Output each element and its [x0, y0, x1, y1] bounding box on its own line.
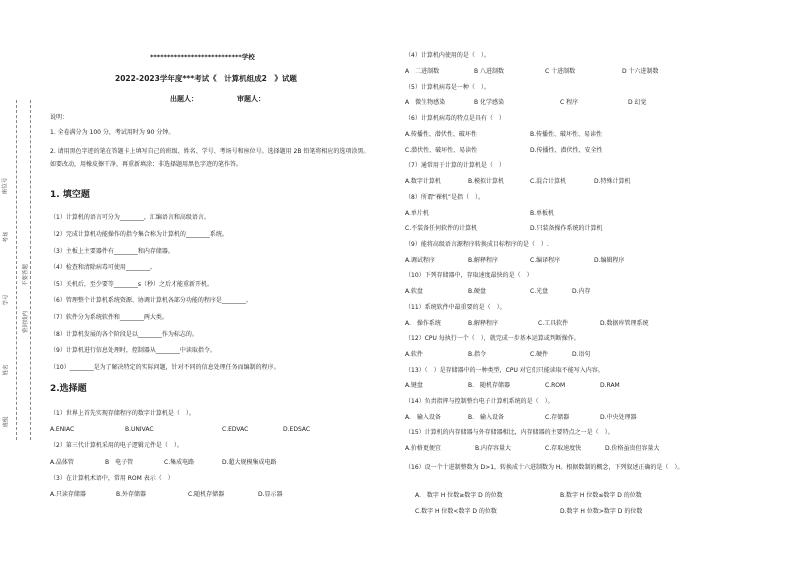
q8-option-b: B.单板机 — [530, 210, 555, 217]
q12-stem: （12）CPU 每执行一个（ ），就完成一步基本运算或判断操作。 — [405, 335, 580, 342]
name-label: 姓名 — [3, 364, 10, 376]
q4-option-b: B 八进制数 — [474, 68, 505, 75]
q1-option-d: D.EDSAC — [283, 426, 311, 433]
fill-item-6: （6）管理整个计算机系统资源、协调计算机各部分功能的程序是________。 — [50, 297, 252, 304]
q6-option-a: A.传播性、潜伏性、破坏性 — [405, 131, 477, 138]
q8-option-d: D.只装备操作系统的计算机 — [530, 225, 603, 232]
q3-option-b: B.外存储器 — [116, 491, 147, 498]
student-id-label: 学号 — [3, 294, 10, 306]
q13-stem: （13）（ ）是存储器中的一种类型，CPU 对它们只能读取不能写入内容。 — [405, 367, 604, 374]
q13-option-a: A.键盘 — [405, 382, 423, 389]
q3-option-d: D.显示器 — [258, 491, 283, 498]
fill-item-7: （7）软件分为系统软件和________两大类。 — [50, 314, 168, 321]
q11-option-d: D.数据库管理系统 — [600, 320, 649, 327]
q1-option-a: A.ENIAC — [50, 426, 75, 433]
q11-option-b: B.解释程序 — [468, 320, 499, 327]
q16-option-d: D.数字 H 位数>数字 D 的位数 — [560, 508, 643, 515]
class-label: 班级 — [3, 416, 10, 428]
q5-option-c: C 程序 — [560, 99, 579, 106]
school-name: ***************************学校 — [150, 53, 255, 61]
q9-stem: （9）能将高级语言源程序转换成目标程序的是（ ）. — [405, 241, 549, 248]
q12-option-c: C.硬件 — [530, 351, 549, 358]
q6-option-c: C.潜伏性、破坏性、易读性 — [405, 147, 478, 154]
q2-option-d: D.超大规模集成电路 — [222, 459, 277, 466]
section-fill-blank-title: 1. 填空题 — [50, 190, 90, 200]
q13-option-b: B. 随机存储器 — [468, 382, 511, 389]
q3-stem: （3）在计算机术语中，常用 ROM 表示（ ） — [50, 475, 174, 482]
q16-option-c: C.数字 H 位数<数字 D 的位数 — [415, 508, 497, 515]
instructions-heading: 说明： — [50, 114, 69, 121]
q11-option-c: C.工具软件 — [538, 320, 569, 327]
exam-title: 2022-2023学年度***考试《 计算机组成2 》试题 — [115, 74, 297, 83]
fill-item-5: （5）关机后，至少要等________s（秒）之后才能重新开机。 — [50, 281, 213, 288]
q11-stem: （11）系统软件中最重要的是（ ）。 — [405, 304, 506, 311]
q5-option-b: B 化学感染 — [474, 99, 505, 106]
q6-stem: （6）计算机病毒的特点是具有（ ） — [405, 115, 505, 122]
q16-option-b: B.数字 H 位数≤数字 D 的位数 — [560, 492, 642, 499]
q9-option-d: D.编辑程序 — [594, 257, 625, 264]
fill-item-2: （2）完成计算机功能操作的指令集合称为计算机的________系统。 — [50, 231, 228, 238]
q5-option-a: A 微生物感染 — [405, 99, 446, 106]
q14-option-b: B. 输入设备 — [468, 414, 505, 421]
q7-option-c: C.混合计算机 — [530, 178, 567, 185]
q15-option-d: D.价格虽贵但容量大 — [605, 445, 660, 452]
q10-option-a: A.软盘 — [405, 288, 423, 295]
q1-option-b: B.UNIVAC — [125, 426, 154, 433]
q14-stem: （14）负责指挥与控制整台电子计算机系统的是（ ）。 — [405, 398, 554, 405]
q2-option-c: C.集成电路 — [164, 459, 195, 466]
binding-line — [16, 100, 17, 440]
q2-option-b: B 电子管 — [105, 459, 134, 466]
setter-label: 出题人： — [170, 95, 198, 103]
q10-option-d: D.内存 — [572, 288, 591, 295]
instruction-2: 2. 请用黑色字迹的笔在答题卡上填写自己的班级、姓名、学号、考场号和座位号。选择题用 2B 铅笔将相应的选项涂黑。如要改动，用橡皮擦干净，再重新填涂；非选择题用黑色字迹的笔作答。 — [50, 148, 370, 168]
instruction-1: 1. 全卷满分为 100 分，考试用时为 90 分钟。 — [50, 129, 175, 136]
reviewer-label: 审题人： — [237, 95, 265, 103]
q16-stem: （16）设一个十进制整数为 D>1，转换成十六进制数为 H。根据数制的概念，下列叙述正确的是（ ）。 — [405, 464, 684, 471]
q7-option-a: A.数字计算机 — [405, 178, 441, 185]
q13-option-c: C.ROM — [545, 382, 566, 389]
q10-option-b: B.硬盘 — [468, 288, 487, 295]
q12-option-b: B.指令 — [468, 351, 487, 358]
q8-option-a: A.单片机 — [405, 210, 429, 217]
q14-option-a: A. 输入设备 — [405, 414, 441, 421]
q7-option-d: D.特殊计算机 — [594, 178, 631, 185]
fill-item-8: （8）计算机发展的各个阶段是以________作为标志的。 — [50, 331, 198, 338]
q4-option-a: A 二进制数 — [405, 68, 440, 75]
q15-option-b: B.内存容量大 — [475, 445, 512, 452]
q4-stem: （4）计算机内使用的是（ ）。 — [405, 52, 490, 59]
fill-item-10: （10）________是为了解决特定的实际问题，针对不同的信息处理任务而编制的程序。 — [50, 364, 280, 371]
q3-option-a: A.只读存储器 — [50, 491, 86, 498]
fill-item-1: （1）计算机的语言可分为________，汇编语言和高级语言。 — [50, 214, 210, 221]
q5-stem: （5）计算机病毒是一种（ ）。 — [405, 84, 490, 91]
q9-option-b: B.解释程序 — [468, 257, 499, 264]
seat-label: 座位号 — [2, 177, 9, 195]
q10-stem: （10）下列存储器中，存取速度最快的是（ ） — [405, 272, 533, 279]
q16-option-a: A. 数字 H 位数≥数字 D 的位数 — [415, 492, 503, 499]
fill-item-3: （3）主板上主要器件有________和内存储器。 — [50, 248, 174, 255]
q8-option-c: C.不装备任何软件的计算机 — [405, 225, 478, 232]
q7-option-b: B.模拟计算机 — [468, 178, 505, 185]
q1-stem: （1）世界上首先实现存储程序的数字计算机是（ ）。 — [50, 410, 195, 417]
section-choice-title: 2.选择题 — [50, 384, 87, 394]
q13-option-d: D.RAM — [600, 382, 620, 389]
q9-option-c: C.编译程序 — [530, 257, 561, 264]
seal-text-2: 密封线内 — [23, 310, 30, 334]
fill-item-9: （9）计算机进行信息处理时，控制器从________中读取指令。 — [50, 347, 216, 354]
q6-option-d: D.传播性、潜伏性、安全性 — [530, 147, 603, 154]
exam-room-label: 考场 — [3, 231, 10, 243]
q11-option-a: A. 操作系统 — [405, 320, 441, 327]
q1-option-c: C.EDVAC — [222, 426, 249, 433]
seal-text-1: 不要答题 — [23, 263, 30, 287]
q3-option-c: C.随机存储器 — [188, 491, 225, 498]
q4-option-d: D 十六进制数 — [622, 68, 659, 75]
binding-line-inner — [30, 100, 31, 440]
q15-option-c: C.存取速度快 — [545, 445, 582, 452]
q2-option-a: A.晶体管 — [50, 459, 74, 466]
q4-option-c: C 十进制数 — [545, 68, 576, 75]
q15-option-a: A.价格更便宜 — [405, 445, 441, 452]
fill-item-4: （4）检查和清除病毒可使用________。 — [50, 264, 156, 271]
q7-stem: （7）通常用于计算的计算机是（ ） — [405, 162, 505, 169]
q8-stem: （8）所谓“裸机”是指（ ）。 — [405, 194, 485, 201]
q14-option-d: D.中央处理器 — [600, 414, 637, 421]
q9-option-a: A.调试程序 — [405, 257, 435, 264]
q12-option-d: D.语句 — [572, 351, 591, 358]
q2-stem: （2）第三代计算机采用的电子逻辑元件是（ ）。 — [50, 442, 183, 449]
q15-stem: （15）计算机的内存储器与外存储器相比，内存储器的主要特点之一是（ ）。 — [405, 429, 614, 436]
q14-option-c: C.存储器 — [545, 414, 570, 421]
q10-option-c: C.光盘 — [530, 288, 549, 295]
q6-option-b: B.传播性、破坏性、易读性 — [530, 131, 603, 138]
q12-option-a: A.软件 — [405, 351, 423, 358]
q5-option-d: D 幻觉 — [628, 99, 647, 106]
